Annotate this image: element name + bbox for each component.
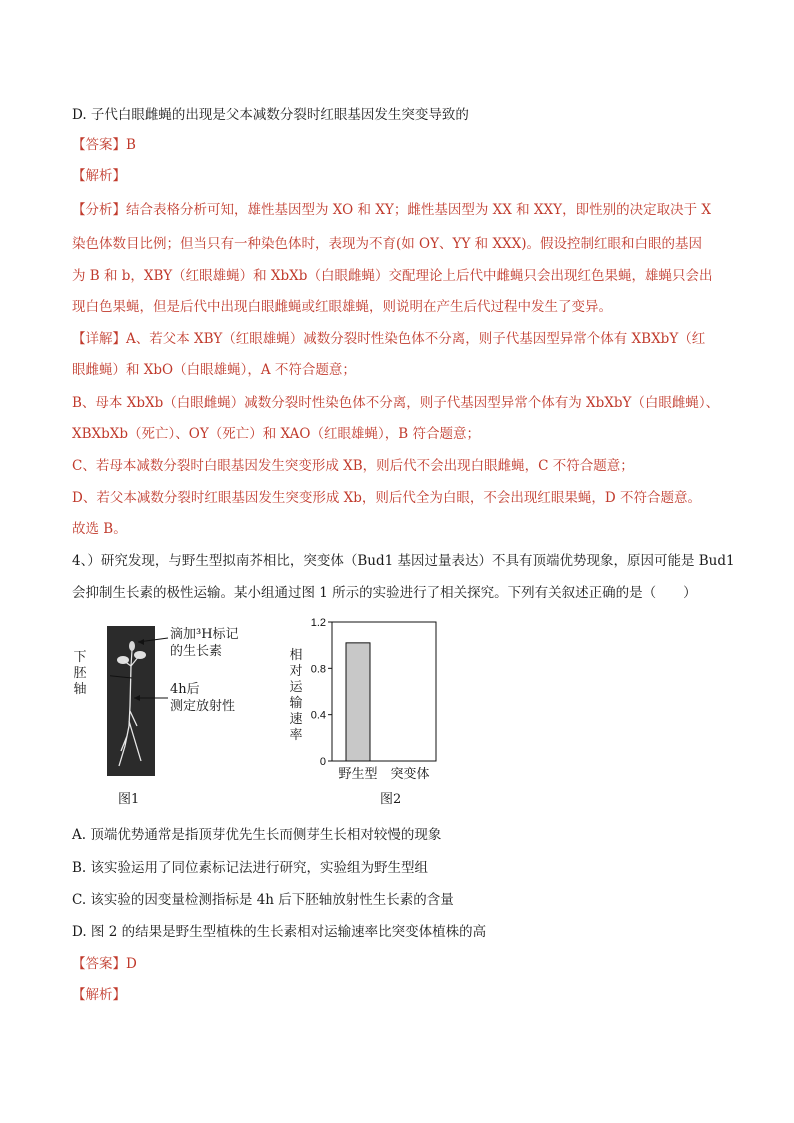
answer-label-2: 【答案】D (72, 956, 137, 972)
x-tick-label: 野生型 (338, 766, 378, 781)
x-tick-label: 突变体 (390, 766, 430, 781)
label-auxin: 的生长素 (170, 644, 223, 659)
option-d-previous: D. 子代白眼雌蝇的出现是父本减数分裂时红眼基因发生突变导致的 (72, 107, 469, 123)
detail-a-line-2: 眼雌蝇）和 XbO（白眼雄蝇），A 不符合题意； (72, 362, 356, 378)
y-tick-label: 0.8 (310, 663, 326, 676)
option-b[interactable]: B. 该实验运用了同位素标记法进行研究，实验组为野生型组 (72, 860, 429, 876)
figure-1-caption: 图1 (118, 792, 140, 807)
detail-tag: 【详解】 (72, 331, 126, 347)
chart-figure-2 (300, 612, 480, 802)
label-drop-auxin: 滴加³H标记 (170, 627, 239, 642)
option-c[interactable]: C. 该实验的因变量检测指标是 4h 后下胚轴放射性生长素的含量 (72, 892, 454, 908)
detail-a-line-1: 【详解】A、若父本 XBY（红眼雄蝇）减数分裂时性染色体不分离，则子代基因型异常个体有 XBXbY（红 (72, 331, 706, 347)
analysis-heading-2: 【解析】 (72, 987, 126, 1003)
chart-y-label: 相对运输速率 (289, 648, 303, 743)
bar-0 (346, 643, 370, 761)
figure-2-caption: 图2 (380, 792, 402, 807)
option-a[interactable]: A. 顶端优势通常是指顶芽优先生长而侧芽生长相对较慢的现象 (72, 827, 442, 843)
analysis-tag: 【分析】 (72, 202, 126, 218)
question-4-line-2: 会抑制生长素的极性运输。某小组通过图 1 所示的实验进行了相关探究。下列有关叙述正确的是（ ） (72, 585, 697, 601)
y-tick-label: 0.4 (310, 709, 326, 722)
question-4-line-1: 4、）研究发现，与野生型拟南芥相比，突变体（Bud1 基因过量表达）不具有顶端优势现象，原因可能是 Bud1 (72, 553, 735, 569)
analysis-heading: 【解析】 (72, 168, 126, 184)
detail-b-line-2: XBXbXb（死亡）、OY（死亡）和 XAO（红眼雄蝇），B 符合题意； (72, 426, 480, 442)
answer-label: 【答案】B (72, 137, 136, 153)
label-4h: 4h后 (170, 682, 200, 697)
y-tick-label: 1.2 (310, 617, 326, 629)
detail-d: D、若父本减数分裂时红眼基因发生突变形成 Xb，则后代全为白眼，不会出现红眼果蝇，D 不符合题意。 (72, 490, 701, 506)
option-d[interactable]: D. 图 2 的结果是野生型植株的生长素相对运输速率比突变体植株的高 (72, 924, 487, 940)
analysis-line-1: 【分析】结合表格分析可知，雄性基因型为 XO 和 XY；雌性基因型为 XX 和 XXY，即性别的决定取决于 X (72, 202, 711, 218)
conclusion: 故选 B。 (72, 521, 127, 537)
detail-b-line-1: B、母本 XbXb（白眼雌蝇）减数分裂时性染色体不分离，则子代基因型异常个体有为 XbXbY（白眼雌蝇）、 (72, 395, 720, 411)
analysis-line-4: 现白色果蝇，但是后代中出现白眼雌蝇或红眼雄蝇，则说明在产生后代过程中发生了变异。 (72, 299, 612, 315)
detail-c: C、若母本减数分裂时白眼基因发生突变形成 XB，则后代不会出现白眼雌蝇，C 不符合题意； (72, 458, 634, 474)
analysis-line-3: 为 B 和 b，XBY（红眼雄蝇）和 XbXb（白眼雌蝇）交配理论上后代中雌蝇只会出现红色果蝇，雄蝇只会出 (72, 268, 713, 284)
label-hypocotyl: 下胚轴 (73, 650, 87, 697)
analysis-line-2: 染色体数目比例；但当只有一种染色体时，表现为不育(如 OY、YY 和 XXX)。假设控制红眼和白眼的基因 (72, 236, 703, 252)
label-measure: 测定放射性 (170, 699, 236, 714)
y-tick-label: 0 (319, 756, 326, 768)
